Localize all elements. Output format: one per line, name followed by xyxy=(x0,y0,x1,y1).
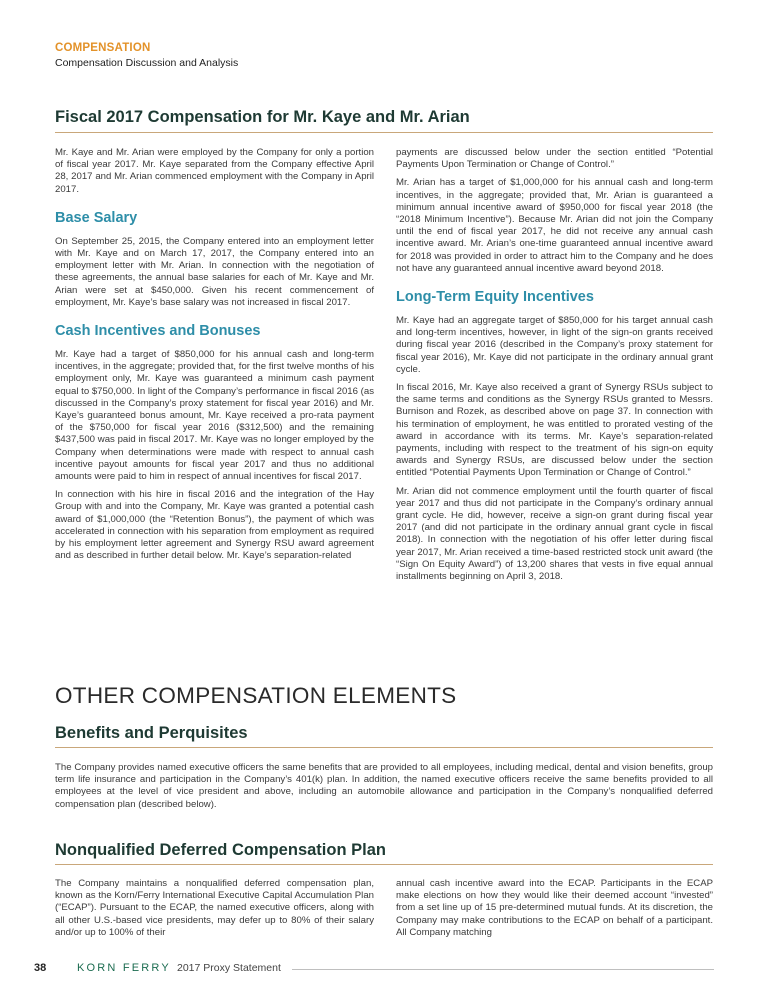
footer-divider xyxy=(292,969,714,970)
cash-incentives-paragraph-4: Mr. Arian has a target of $1,000,000 for his annual cash and long-term incentives, in the aggregate; provided that, Mr. Arian is guaranteed a minimum annual incentive award of $950,000 for fiscal year 2018 (the “2018 Minimum Incentive”). Because Mr. Arian did not join the Company until the end of fiscal year 2017, he did not receive any annual cash incentive award. Mr. Arian’s one-time guaranteed annual incentive award for 2018 was provided in order to attract him to the Company and he does not have any guaranteed annual incentive award beyond 2018. xyxy=(396,177,713,274)
other-elements-title: OTHER COMPENSATION ELEMENTS xyxy=(55,683,457,708)
long-term-heading: Long-Term Equity Incentives xyxy=(396,289,594,306)
left-column xyxy=(55,147,374,568)
document-name: 2017 Proxy Statement xyxy=(177,962,281,974)
nqdc-right-paragraph: annual cash incentive award into the ECAP. Participants in the ECAP make elections on how they would like their deemed account “invested” from a set line up of 15 pre-determined mutual funds. At its discretion, the Company may make contributions to the ECAP on behalf of a participant. All Company matching xyxy=(396,878,713,938)
footer xyxy=(34,961,714,977)
cash-incentives-paragraph-1: Mr. Kaye had a target of $850,000 for his annual cash and long-term incentives, in the aggregate; provided that, for the first twelve months of his employment only, Mr. Kaye was guaranteed a minimum cash payment equal to $750,000. In light of the Company’s performance in fiscal 2016 (as discussed in the Company’s proxy statement for fiscal year 2016) and Mr. Kaye’s guaranteed bonus amount, Mr. Kaye received a pro-rata payment of the $750,000 for fiscal year 2016 ($312,500) and the remaining $437,500 was paid in fiscal 2017. Mr. Kaye was no longer employed by the Company when determinations were made with respect to annual cash incentive payout amounts for fiscal year 2017 and thus no additional amounts were paid to him in respect of annual incentives for fiscal 2017. xyxy=(55,349,374,483)
cash-incentives-paragraph-3: payments are discussed below under the section entitled “Potential Payments Upon Termination or Change of Control.” xyxy=(396,147,713,171)
benefits-heading: Benefits and Perquisites xyxy=(55,724,248,742)
intro-paragraph: Mr. Kaye and Mr. Arian were employed by the Company for only a portion of fiscal year 2017. Mr. Kaye separated from the Company effective April 28, 2017 and Mr. Arian commenced employment with the Company in April 2017. xyxy=(55,147,374,195)
nqdc-heading: Nonqualified Deferred Compensation Plan xyxy=(55,841,386,859)
long-term-paragraph-2: In fiscal 2016, Mr. Kaye also received a grant of Synergy RSUs subject to the same terms and conditions as the Synergy RSUs granted to Messrs. Burnison and Rozek, as described above on page 37. In connection with his termination of employment, he was entitled to prorated vesting of the award in accordance with its terms. Mr. Kaye’s separation-related payments, including with respect to the treatment of his sign-on equity awards and Synergy RSUs, are discussed below under the section entitled “Potential Payments Upon Termination or Change of Control.” xyxy=(396,382,713,479)
benefits-rule xyxy=(55,747,713,748)
page-number: 38 xyxy=(34,962,47,974)
long-term-paragraph-1: Mr. Kaye had an aggregate target of $850,000 for his target annual cash and long-term incentives, however, in light of the sign-on grants received during fiscal year 2016 (described in the Company’s proxy statement for fiscal year 2016), Mr. Kaye did not participate in the ordinary annual grant cycle. xyxy=(396,315,713,375)
fiscal-rule xyxy=(55,132,713,133)
nqdc-rule xyxy=(55,864,713,865)
section-subtitle: Compensation Discussion and Analysis xyxy=(55,57,239,69)
right-column xyxy=(396,147,713,589)
long-term-paragraph-3: Mr. Arian did not commence employment until the fourth quarter of fiscal year 2017 and thus did not participate in the Company’s ordinary annual grant cycle. He did, however, receive a sign-on grant during fiscal year 2017 (and did not participate in the ordinary annual grant cycle in fiscal 2018). In connection with the negotiation of his offer letter during fiscal year 2017, Mr. Arian received a time-based restricted stock unit award (the “Sign On Equity Award”) of 13,200 shares that vests in five equal annual installments beginning on April 3, 2018. xyxy=(396,485,713,583)
benefits-paragraph: The Company provides named executive officers the same benefits that are provided to all employees, including medical, dental and vision benefits, group term life insurance and participation in the Company’s 401(k) plan. In addition, the named executive officers receive the same benefits provided to all employees at the level of vice president and above, including an automobile allowance and participation in the Company’s nonqualified deferred compensation plan (described below). xyxy=(55,762,713,810)
fiscal-heading: Fiscal 2017 Compensation for Mr. Kaye and Mr. Arian xyxy=(55,108,470,126)
cash-incentives-paragraph-2: In connection with his hire in fiscal 2016 and the integration of the Hay Group with and into the Company, Mr. Kaye was granted a potential cash award of $1,000,000 (the “Retention Bonus”), the payment of which was accelerated in connection with his separation from employment as required by his employment letter agreement and Synergy RSU award agreement and as described in further detail below. Mr. Kaye’s separation-related xyxy=(55,489,374,562)
cash-incentives-heading: Cash Incentives and Bonuses xyxy=(55,323,261,340)
nqdc-left-paragraph: The Company maintains a nonqualified deferred compensation plan, known as the Korn/Ferry International Executive Capital Accumulation Plan (“ECAP”). Pursuant to the ECAP, the named executive officers, along with all other U.S.-based vice presidents, may defer up to 80% of their salary and/or up to 100% of their xyxy=(55,878,374,938)
section-kicker: COMPENSATION xyxy=(55,42,151,54)
base-salary-heading: Base Salary xyxy=(55,209,138,226)
base-salary-paragraph: On September 25, 2015, the Company entered into an employment letter with Mr. Kaye and on March 17, 2017, the Company entered into an employment letter with Mr. Arian. In connection with the negotiation of these agreements, the annual base salaries for each of Mr. Kaye and Mr. Arian were set at $450,000. Given his recent commencement of employment, Mr. Kaye’s base salary was not increased in fiscal 2017. xyxy=(55,235,374,308)
brand-logo: KORN FERRY xyxy=(77,962,171,974)
